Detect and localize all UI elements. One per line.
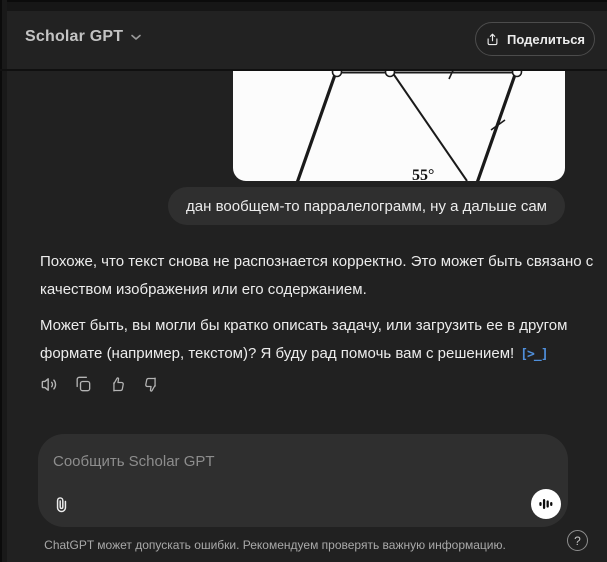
disclaimer-text: ChatGPT может допускать ошибки. Рекомендуем проверять важную информацию. (44, 538, 506, 552)
copy-button[interactable] (72, 372, 94, 396)
share-button-label: Поделиться (506, 31, 586, 47)
assistant-text-line: Похоже, что текст снова не распознается корректно. Это может быть связано с (40, 253, 594, 270)
user-message-text: дан вообщем-то парралелограмм, ну а дальше сам (186, 197, 547, 215)
share-button[interactable] (475, 22, 595, 56)
gpt-name: Scholar GPT (25, 28, 124, 45)
window-left-edge (0, 0, 7, 562)
model-switcher[interactable] (25, 28, 142, 46)
thumbs-down-button[interactable] (140, 372, 162, 396)
chevron-down-icon (130, 33, 142, 41)
message-actions (38, 372, 162, 396)
help-button[interactable] (567, 530, 588, 551)
assistant-text-line: Может быть, вы могли бы кратко описать задачу, или загрузить ее в другом (40, 317, 568, 334)
voice-waveform-icon (536, 494, 556, 514)
composer-placeholder: Сообщить Scholar GPT (53, 453, 215, 470)
scholar-terminal-badge-icon[interactable]: [>_] (520, 347, 548, 362)
assistant-text-line: качеством изображения или его содержанием. (40, 281, 367, 298)
message-composer[interactable] (38, 434, 568, 527)
thumbs-down-icon (142, 375, 161, 394)
parallelogram-figure (233, 71, 565, 181)
attach-file-button[interactable] (46, 489, 76, 519)
user-message-bubble (168, 187, 565, 225)
uploaded-image-attachment[interactable] (233, 71, 565, 181)
copy-icon (73, 374, 93, 394)
assistant-text-line: формате (например, текстом)? Я буду рад помочь вам с решением! [>_] (40, 340, 595, 369)
window-top-edge (0, 0, 607, 11)
question-mark-icon: ? (574, 533, 581, 548)
read-aloud-button[interactable] (38, 372, 60, 396)
thumbs-up-icon (108, 375, 127, 394)
voice-mode-button[interactable] (531, 489, 561, 519)
assistant-message (40, 248, 595, 369)
share-upload-icon (485, 32, 500, 47)
angle-label: 55° (412, 167, 435, 181)
thumbs-up-button[interactable] (106, 372, 128, 396)
speaker-icon (39, 374, 60, 395)
paperclip-icon (51, 493, 72, 516)
